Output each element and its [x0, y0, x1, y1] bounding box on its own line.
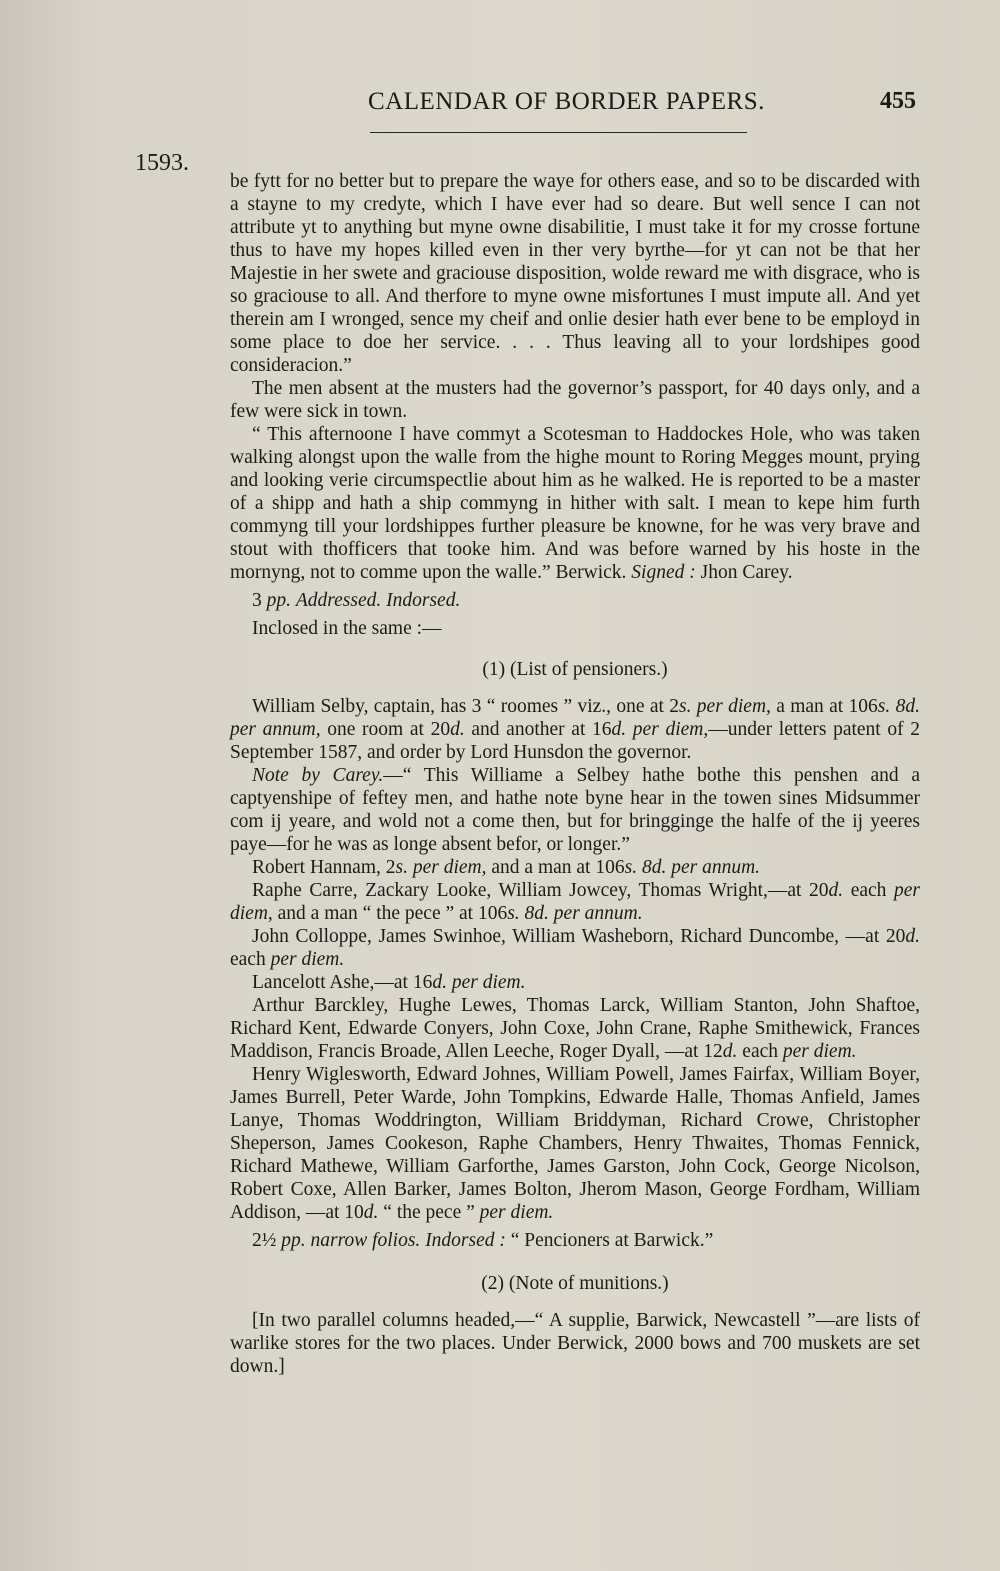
- entry-text: each: [737, 1041, 783, 1062]
- entry-text: Robert Hannam, 2: [252, 857, 396, 878]
- entry-text: one room at 20: [320, 719, 451, 740]
- margin-year: 1593.: [135, 150, 189, 176]
- entry-italic: s. 8d. per annum.: [507, 903, 643, 924]
- entry-text: Raphe Carre, Zackary Looke, William Jowcey, Thomas Wright,—at 20: [252, 880, 829, 901]
- running-header-title: CALENDAR OF BORDER PAPERS.: [368, 88, 765, 115]
- entry-text: and a man “ the pece ” at 106: [272, 903, 508, 924]
- entry-text: a man at 106: [770, 696, 878, 717]
- entry-italic: d.: [722, 1041, 738, 1062]
- entry-colloppe: [230, 925, 920, 971]
- signed-label: Signed :: [631, 562, 696, 583]
- entry-text: and a man at 106: [486, 857, 625, 878]
- entry-text: each: [230, 949, 271, 970]
- entry-text: —under letters patent of 2 September 1587, and order by Lord Hunsdon the governor.: [230, 719, 921, 763]
- page-count: 3: [252, 590, 262, 611]
- entry-italic: d.: [450, 719, 465, 740]
- section-1-heading: (1) (List of pensioners.): [482, 659, 668, 680]
- entry-text: Lancelott Ashe,—at 16: [252, 972, 433, 993]
- entry-wiglesworth: [230, 1063, 920, 1224]
- note-label: Note by Carey.: [252, 765, 384, 786]
- inclosed-line: Inclosed in the same :—: [252, 618, 442, 639]
- letter-paragraph-2: The men absent at the musters had the governor’s passport, for 40 days only, and a few were sick in town.: [230, 378, 920, 422]
- entry-italic: d.: [828, 880, 844, 901]
- page-body: [230, 170, 920, 1378]
- page-count-label: pp.: [266, 590, 291, 611]
- entry-text: Henry Wiglesworth, Edward Johnes, William Powell, James Fairfax, William Boyer, James Burrell, Peter Warde, John Tompkins, Edwarde Halle, Thomas Anfield, James Lanye, Thomas Woddrington, William Briddyman, Richard Crowe, Christopher Sheperson, James Cookeson, Raphe Chambers, Henry Thwaites, Thomas Fennick, Richard Mathewe, William Garforthe, James Garston, John Cock, George Nicolson, Robert Coxe, Allen Barker, James Bolton, Jherom Mason, George Fordham, William Addison, —at 10: [230, 1064, 920, 1223]
- entry-italic: d.: [905, 926, 920, 947]
- entry-text: Arthur Barckley, Hughe Lewes, Thomas Larck, William Stanton, John Shaftoe, Richard Kent, Edwarde Conyers, John Coxe, John Crane, Raphe Smithewick, Frances Maddison, Francis Broade, Allen Leeche, Roger Dyall, —at 12: [230, 995, 920, 1062]
- entry-text: John Colloppe, James Swinhoe, William Washeborn, Richard Duncombe, —at 20: [252, 926, 906, 947]
- letter-paragraph-3: [230, 423, 920, 584]
- entry-italic: d.: [363, 1202, 379, 1223]
- entry-italic: s. per diem,: [679, 696, 771, 717]
- signer-name: Jhon Carey.: [700, 562, 793, 583]
- footer-quote: “ Pencioners at Barwick.”: [510, 1230, 714, 1251]
- entry-italic: s. 8d. per annum,: [230, 696, 920, 740]
- entry-barckley: [230, 994, 920, 1063]
- page-count-line: [230, 589, 920, 612]
- entry-italic: per diem.: [479, 1202, 554, 1223]
- letter-paragraph-1: be fytt for no better but to prepare the waye for others ease, and so to be discarded with a stayne to my credyte, which I have ever had so deare. But well sence I can not attribute yt to anything but myne owne disabilitie, I must take it for my crosse fortune thus to have my hopes killed even in ther very byrthe—for yt can not be that her Majestie in her swete and graciouse disposition, wolde reward me with disgrace, who is so graciouse to all. And therfore to myne owne misfortunes I must impute all. And yet therein am I wronged, sence my cheif and onlie desier hath ever bene to be employd in some place to doe her service. . . . Thus leaving all to your lordshipes good consideracion.”: [230, 171, 920, 376]
- section-2-text: [In two parallel columns headed,—“ A supplie, Barwick, Newcastell ”—are lists of warlike stores for the two places. Under Berwick, 2000 bows and 700 muskets are set down.]: [230, 1310, 920, 1377]
- endorsement-notes: Addressed. Indorsed.: [295, 590, 461, 611]
- note-text: —“ This Williame a Selbey hathe bothe this penshen and a captyenshipe of feftey men, and hathe note byne hear in the towen sines Midsummer com ij yeare, and wold not a come then, but for bringginge the halfe of the ij yeeres paye—for he was as longe absent befor, or longer.”: [230, 765, 920, 855]
- entry-italic: d. per diem,: [611, 719, 709, 740]
- footer-pp-label: pp. narrow folios.: [281, 1230, 421, 1251]
- entry-text: William Selby, captain, has 3 “ roomes ” viz., one at 2: [252, 696, 679, 717]
- letter-quote-text: “ This afternoone I have commyt a Scotesman to Haddockes Hole, who was taken walking alongst upon the walle from the highe mount to Roring Megges mount, prying and looking verie circumspectlie about him as he walked. He is reported to be a master of a shipp and hath a ship commyng in hither with salt. I mean to kepe him furth commyng till your lordshippes further pleasure be knowne, for he was very brave and stout with thofficers that tooke him. And was before warned by his hoste in the mornyng, not to comme upon the walle.” Berwick.: [230, 424, 920, 583]
- footer-indorsed-label: Indorsed :: [425, 1230, 506, 1251]
- footer-page-count: 2½: [252, 1230, 277, 1251]
- entry-italic: d. per diem.: [432, 972, 526, 993]
- section-2-heading: (2) (Note of munitions.): [481, 1273, 669, 1294]
- header-rule: [370, 132, 747, 133]
- entry-selby: [230, 695, 920, 764]
- entry-ashe: [230, 971, 920, 994]
- entry-text: and another at 16: [464, 719, 612, 740]
- entry-italic: s. per diem,: [395, 857, 487, 878]
- entry-text: “ the pece ”: [378, 1202, 480, 1223]
- entry-italic: per diem,: [230, 880, 920, 924]
- entry-text: each: [843, 880, 894, 901]
- entry-italic: per diem.: [270, 949, 345, 970]
- entry-carre: [230, 879, 920, 925]
- entry-italic: s. 8d. per annum.: [624, 857, 761, 878]
- note-by-carey: [230, 764, 920, 856]
- page-number: 455: [880, 88, 916, 114]
- entry-italic: per diem.: [782, 1041, 857, 1062]
- section-1-footer: [230, 1229, 920, 1252]
- entry-hannam: [230, 856, 920, 879]
